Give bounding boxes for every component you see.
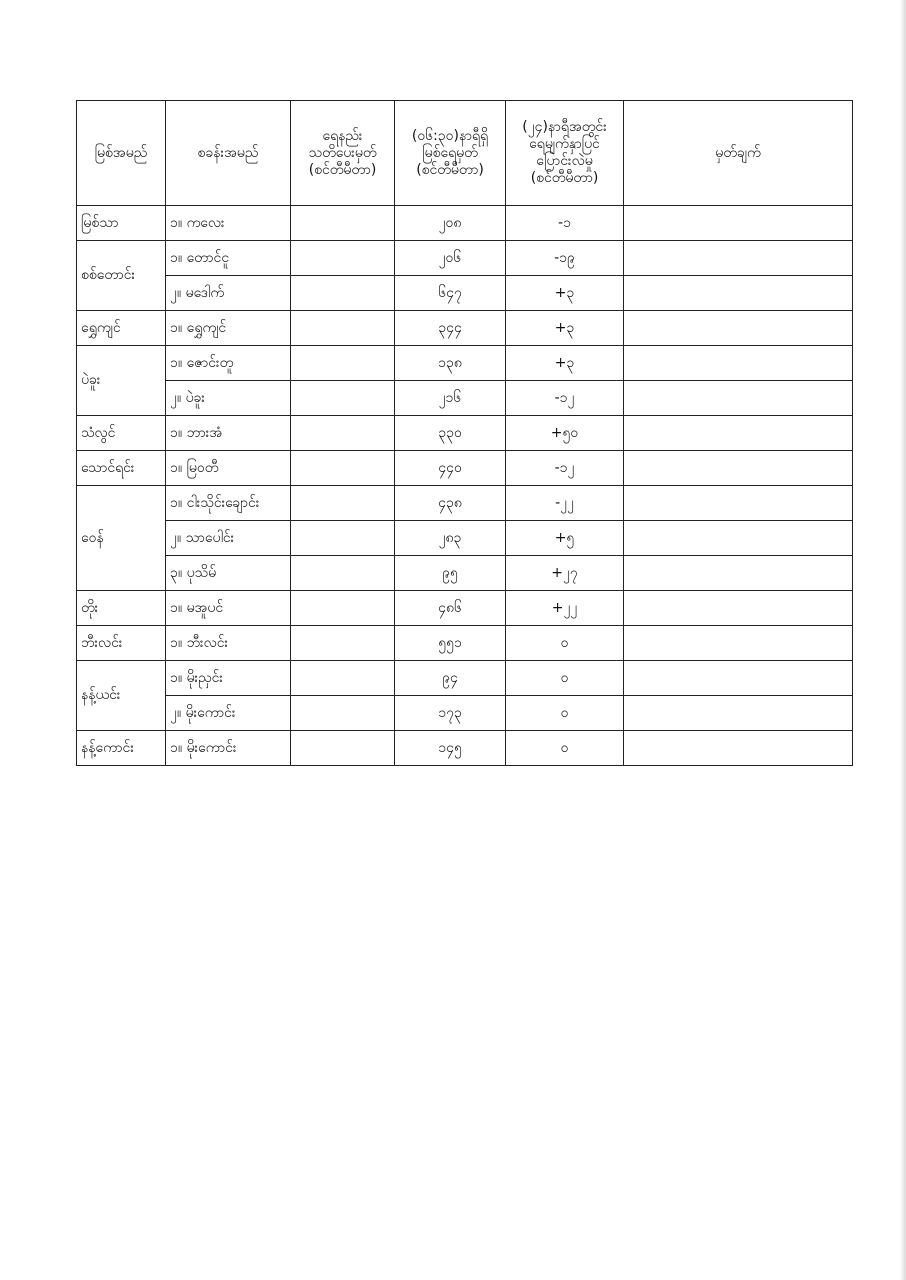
table-row: [77, 626, 853, 661]
station-name-cell: ၁။ ကလေး: [166, 206, 291, 241]
change-24h-cell: -၁၉: [506, 241, 624, 276]
change-24h-cell: -၂၂: [506, 486, 624, 521]
water-level-cell: ၉၄: [395, 661, 506, 696]
river-name-cell: စစ်တောင်း: [77, 241, 166, 311]
station-name-cell: ၁။ ငါးသိုင်းချောင်း: [166, 486, 291, 521]
header-danger-level: ရေနည်း သတိပေးမှတ် (စင်တီမီတာ): [291, 101, 395, 206]
station-name-cell: ၁။ မအူပင်: [166, 591, 291, 626]
river-name-cell: သံလွင်: [77, 416, 166, 451]
remark-cell: [624, 486, 853, 521]
water-level-cell: ၉၅: [395, 556, 506, 591]
danger-level-cell: [291, 661, 395, 696]
table-row: [77, 486, 853, 521]
remark-cell: [624, 661, 853, 696]
danger-level-cell: [291, 416, 395, 451]
station-name-cell: ၂။ သာပေါင်း: [166, 521, 291, 556]
danger-level-cell: [291, 451, 395, 486]
change-24h-cell: +၃: [506, 311, 624, 346]
header-station: စခန်းအမည်: [166, 101, 291, 206]
remark-cell: [624, 241, 853, 276]
change-24h-cell: ၀: [506, 661, 624, 696]
table-row: [77, 381, 853, 416]
water-level-cell: ၁၃၈: [395, 346, 506, 381]
river-name-cell: ဝေန်: [77, 486, 166, 591]
danger-level-cell: [291, 241, 395, 276]
remark-cell: [624, 346, 853, 381]
header-row: [77, 101, 853, 206]
change-24h-cell: +၂၇: [506, 556, 624, 591]
table-row: [77, 521, 853, 556]
river-name-cell: သောင်ရင်း: [77, 451, 166, 486]
change-24h-cell: -၁၂: [506, 381, 624, 416]
remark-cell: [624, 381, 853, 416]
header-change-24h: (၂၄)နာရီအတွင်း ရေမျက်နှာပြင် ပြောင်းလဲမှု (စင်တီမီတာ): [506, 101, 624, 206]
remark-cell: [624, 556, 853, 591]
river-name-cell: ဘီးလင်း: [77, 626, 166, 661]
danger-level-cell: [291, 591, 395, 626]
change-24h-cell: +၃: [506, 276, 624, 311]
table-row: [77, 276, 853, 311]
remark-cell: [624, 206, 853, 241]
danger-level-cell: [291, 206, 395, 241]
table-row: [77, 591, 853, 626]
danger-level-cell: [291, 521, 395, 556]
danger-level-cell: [291, 346, 395, 381]
change-24h-cell: +၅၀: [506, 416, 624, 451]
river-name-cell: မြစ်သာ: [77, 206, 166, 241]
danger-level-cell: [291, 276, 395, 311]
danger-level-cell: [291, 311, 395, 346]
danger-level-cell: [291, 486, 395, 521]
water-level-cell: ၂၁၆: [395, 381, 506, 416]
table-row: [77, 416, 853, 451]
change-24h-cell: ၀: [506, 696, 624, 731]
change-24h-cell: ၀: [506, 626, 624, 661]
table-header: [77, 101, 853, 206]
river-name-cell: နန့်ကောင်း: [77, 731, 166, 766]
water-level-cell: ၃၃၀: [395, 416, 506, 451]
remark-cell: [624, 696, 853, 731]
station-name-cell: ၁။ မိုးကောင်း: [166, 731, 291, 766]
water-level-cell: ၂၀၈: [395, 206, 506, 241]
table-row: [77, 346, 853, 381]
water-level-cell: ၁၇၃: [395, 696, 506, 731]
table-row: [77, 556, 853, 591]
danger-level-cell: [291, 556, 395, 591]
water-level-cell: ၄၃၈: [395, 486, 506, 521]
station-name-cell: ၂။ မဒေါက်: [166, 276, 291, 311]
remark-cell: [624, 591, 853, 626]
remark-cell: [624, 521, 853, 556]
station-name-cell: ၁။ ရွှေကျင်: [166, 311, 291, 346]
river-name-cell: ပဲခူး: [77, 346, 166, 416]
water-level-cell: ၄၄၀: [395, 451, 506, 486]
river-water-level-table: [76, 100, 853, 766]
change-24h-cell: +၃: [506, 346, 624, 381]
table-row: [77, 311, 853, 346]
river-name-cell: ရွှေကျင်: [77, 311, 166, 346]
table-row: [77, 696, 853, 731]
station-name-cell: ၁။ တောင်ငူ: [166, 241, 291, 276]
table-body: [77, 206, 853, 766]
remark-cell: [624, 276, 853, 311]
remark-cell: [624, 416, 853, 451]
change-24h-cell: -၁၂: [506, 451, 624, 486]
station-name-cell: ၁။ ဘားအံ: [166, 416, 291, 451]
water-level-cell: ၄၈၆: [395, 591, 506, 626]
table-row: [77, 451, 853, 486]
station-name-cell: ၁။ မြဝတီ: [166, 451, 291, 486]
river-name-cell: နန့်ယင်း: [77, 661, 166, 731]
header-remarks: မှတ်ချက်: [624, 101, 853, 206]
water-level-cell: ၆၄၇: [395, 276, 506, 311]
change-24h-cell: +၅: [506, 521, 624, 556]
table-row: [77, 206, 853, 241]
remark-cell: [624, 731, 853, 766]
station-name-cell: ၁။ ဇောင်းတူ: [166, 346, 291, 381]
remark-cell: [624, 451, 853, 486]
water-level-cell: ၂၈၃: [395, 521, 506, 556]
change-24h-cell: -၁: [506, 206, 624, 241]
station-name-cell: ၃။ ပုသိမ်: [166, 556, 291, 591]
remark-cell: [624, 626, 853, 661]
table-row: [77, 661, 853, 696]
water-level-cell: ၂၀၆: [395, 241, 506, 276]
water-level-cell: ၃၄၄: [395, 311, 506, 346]
page-edge-shadow: [900, 0, 906, 1280]
table-row: [77, 241, 853, 276]
header-water-level: (၀၆:၃၀)နာရီရှိ မြစ်ရေမှတ် (စင်တီမီတာ): [395, 101, 506, 206]
station-name-cell: ၂။ မိုးကောင်း: [166, 696, 291, 731]
danger-level-cell: [291, 626, 395, 661]
station-name-cell: ၂။ ပဲခူး: [166, 381, 291, 416]
header-river: မြစ်အမည်: [77, 101, 166, 206]
station-name-cell: ၁။ မိုးညှင်း: [166, 661, 291, 696]
water-level-cell: ၁၄၅: [395, 731, 506, 766]
danger-level-cell: [291, 731, 395, 766]
remark-cell: [624, 311, 853, 346]
station-name-cell: ၁။ ဘီးလင်း: [166, 626, 291, 661]
change-24h-cell: +၂၂: [506, 591, 624, 626]
change-24h-cell: ၀: [506, 731, 624, 766]
danger-level-cell: [291, 381, 395, 416]
river-name-cell: တိုး: [77, 591, 166, 626]
table-row: [77, 731, 853, 766]
water-level-cell: ၅၅၁: [395, 626, 506, 661]
danger-level-cell: [291, 696, 395, 731]
